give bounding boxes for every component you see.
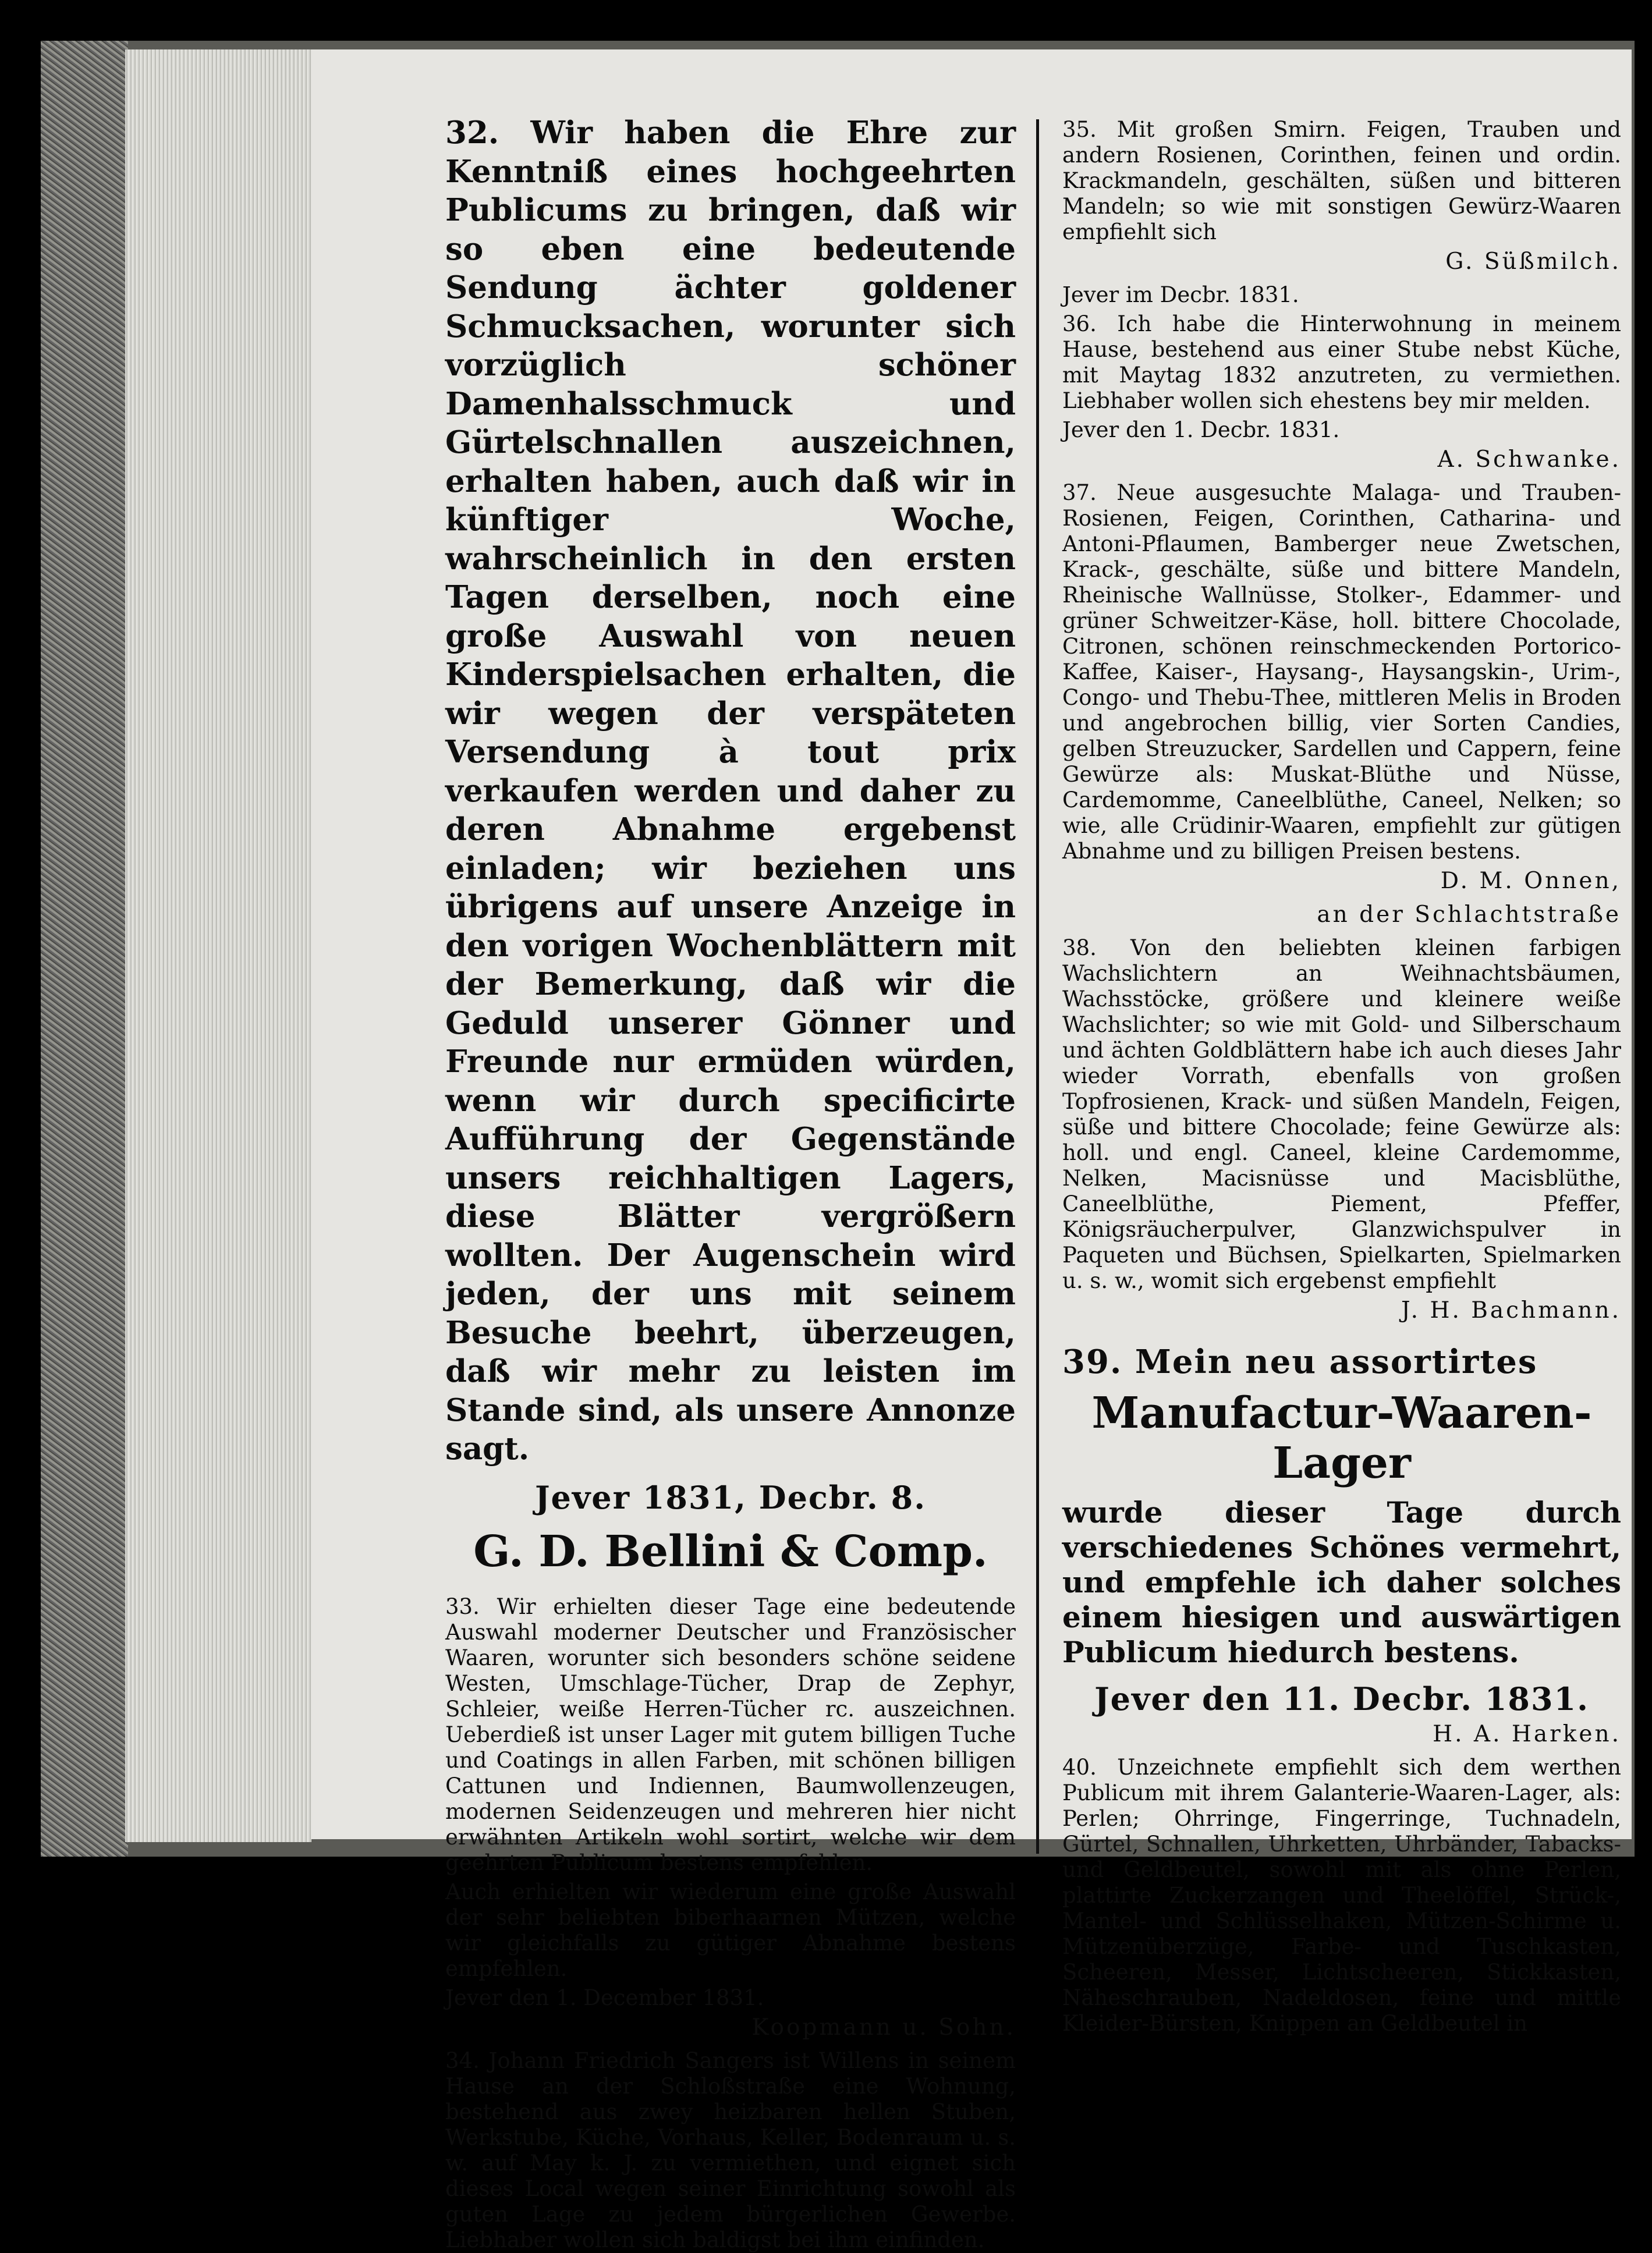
column-divider xyxy=(1036,119,1039,1854)
right-small-16: 40. Unzeichnete empfiehlt sich dem werthen Publicum mit ihrem Galanterie-Waaren-Lager, als: Perlen; Ohrringe, Fingerringe, Tuchnadeln, Gürtel, Schnallen, Uhrketten, Uhrbänder, Tabacks- und Geldbeutel, sowohl mit als ohne Perlen, plattirte Zuckerzangen und Theelöffel, Strück-, Mantel- und Schlüsselhaken, Mützen-Schirme u. Mützenüberzüge, Farbe- und Tuschkasten, Scheeren, Messer, Lichtscheeren, Stickkasten, Näheschrauben, Nadeldosen, feine und mittle Kleider-Bürsten, Knippen an Geldbeutel in xyxy=(1062,1755,1621,2036)
left-date-1: Jever 1831, Decbr. 8. xyxy=(534,1478,927,1516)
right-sig-8: an der Schlachtstraße xyxy=(1317,902,1621,928)
right-small-9: 38. Von den beliebten kleinen farbigen Wachslichtern an Weihnachtsbäumen, Wachsstöcke, größere und kleinere weiße Wachslichter; so wie mit Gold- und Silberschaum und ächten Goldblättern habe ich auch dieses Jahr wieder Vorrath, ebenfalls von großen Topfrosienen, Krack- und süßen Mandeln, Feigen, süße und bittere Chocolade; feine Gewürze als: holl. und engl. Caneel, kleine Cardemomme, Nelken, Macisnüsse und Macisblüthe, Caneelblüthe, Piement, Pfeffer, Königsräucherpulver, Glanzwichspulver in Paqueten und Büchsen, Spielkarten, Spielmarken u. s. w., womit sich ergebenst empfiehlt xyxy=(1062,935,1621,1293)
right-small-2: Jever im Decbr. 1831. xyxy=(1062,282,1299,307)
right-med-13: wurde dieser Tage durch verschiedenes Schönes vermehrt, und empfehle ich daher solches einem hiesigen und auswärtigen Publicum hiedurch bestens. xyxy=(1062,1495,1621,1669)
left-column xyxy=(445,113,1016,2253)
left-small-4: Auch erhielten wir wiederum eine große Auswahl der sehr beliebten biberhaarnen Mützen, welche wir gleichfalls zu gütiger Abnahme bestens empfehlen. xyxy=(445,1879,1016,1981)
left-small-5: Jever den 1. December 1831. xyxy=(445,1985,764,2010)
right-head39-11: 39. Mein neu assortirtes xyxy=(1062,1343,1538,1381)
right-column xyxy=(1062,113,1621,2036)
right-sig-10: J. H. Bachmann. xyxy=(1401,1297,1621,1324)
marbled-edge xyxy=(41,41,128,1857)
left-small-3: 33. Wir erhielten dieser Tage eine bedeutende Auswahl moderner Deutscher und Französischer Waaren, worunter sich besonders schöne seidene Westen, Umschlage-Tücher, Drap de Zephyr, Schleier, weiße Herren-Tücher rc. auszeichnen. Ueberdieß ist unser Lager mit gutem billigen Tuche und Coatings in allen Farben, mit schönen billigen Cattunen und Indiennen, Baumwollenzeugen, modernen Seidenzeugen und mehreren hier nicht erwähnten Artikeln wohl sortirt, welche wir dem geehrten Publicum bestens empfehlen. xyxy=(445,1594,1016,1875)
newspaper-page xyxy=(311,49,1632,2252)
right-sig-15: H. A. Harken. xyxy=(1433,1721,1621,1747)
right-small-4: Jever den 1. Decbr. 1831. xyxy=(1062,417,1340,442)
right-sig-5: A. Schwanke. xyxy=(1437,446,1621,473)
right-sig-7: D. M. Onnen, xyxy=(1440,868,1621,894)
left-firm-2: G. D. Bellini & Comp. xyxy=(473,1526,988,1577)
page-block-edges xyxy=(125,49,311,1842)
right-small-0: 35. Mit großen Smirn. Feigen, Trauben und andern Rosienen, Corinthen, feinen und ordin. Krackmandeln, geschälten, süßen und bitteren Mandeln; so wie mit sonstigen Gewürz-Waaren empfiehlt sich xyxy=(1062,117,1621,244)
right-small-3: 36. Ich habe die Hinterwohnung in meinem Hause, bestehend aus einer Stube nebst Küche, mit Maytag 1832 anzutreten, zu vermiethen. Liebhaber wollen sich ehestens bey mir melden. xyxy=(1062,311,1621,413)
left-sig-6: Koopmann u. Sohn. xyxy=(751,2014,1016,2041)
right-date-14: Jever den 11. Decbr. 1831. xyxy=(1094,1680,1589,1718)
right-small-6: 37. Neue ausgesuchte Malaga- und Trauben-Rosienen, Feigen, Corinthen, Catharina- und Antoni-Pflaumen, Bamberger neue Zwetschen, Krack-, geschälte, süße und bittere Mandeln, Rheinische Wallnüsse, Stolker-, Edammer- und grüner Schweitzer-Käse, holl. bittere Chocolade, Citronen, schönen reinschmeckenden Portorico-Kaffee, Kaiser-, Haysang-, Haysangskin-, Urim-, Congo- und Thebu-Thee, mittleren Melis in Broden und angebrochen billig, vier Sorten Candies, gelben Streuzucker, Sardellen und Cappern, feine Gewürze als: Muskat-Blüthe und Nüsse, Cardemomme, Caneelblüthe, Caneel, Nelken; so wie, alle Crüdinir-Waaren, empfiehlt zur gütigen Abnahme und zu billigen Preisen bestens. xyxy=(1062,480,1621,864)
right-manu-12: Manufactur-Waaren-Lager xyxy=(1091,1388,1592,1488)
left-small-7: 34. Johann Friedrich Sangers ist Willens in seinem Hause an der Schloßstraße eine Wohnung, bestehend aus zwey heizbaren hellen Stuben, Werkstube, Küche, Vorhaus, Keller, Bodenraum u. s. w. auf May k. J. zu vermiethen, und eignet sich dieses Local wegen seiner Einrichtung sowohl als guten Lage zu jedem bürgerlichen Gewerbe. Liebhaber wollen sich baldigst bei ihm einfinden. xyxy=(445,2048,1016,2252)
right-sig-1: G. Süßmilch. xyxy=(1445,249,1621,275)
left-big-0: 32. Wir haben die Ehre zur Kenntniß eines hochgeehrten Publicums zu bringen, daß wir so eben eine bedeutende Sendung ächter goldener Schmucksachen, worunter sich vorzüglich schöner Damenhalsschmuck und Gürtelschnallen auszeichnen, erhalten haben, auch daß wir in künftiger Woche, wahrscheinlich in den ersten Tagen derselben, noch eine große Auswahl von neuen Kinderspielsachen erhalten, die wir wegen der verspäteten Versendung à tout prix verkaufen werden und daher zu deren Abnahme ergebenst einladen; wir beziehen uns übrigens auf unsere Anzeige in den vorigen Wochenblättern mit der Bemerkung, daß wir die Geduld unserer Gönner und Freunde nur ermüden würden, wenn wir durch specificirte Aufführung der Gegenstände unsers reichhaltigen Lagers, diese Blätter vergrößern wollten. Der Augenschein wird jeden, der uns mit seinem Besuche beehrt, überzeugen, daß wir mehr zu leisten im Stande sind, als unsere Annonze sagt. xyxy=(445,115,1016,1467)
